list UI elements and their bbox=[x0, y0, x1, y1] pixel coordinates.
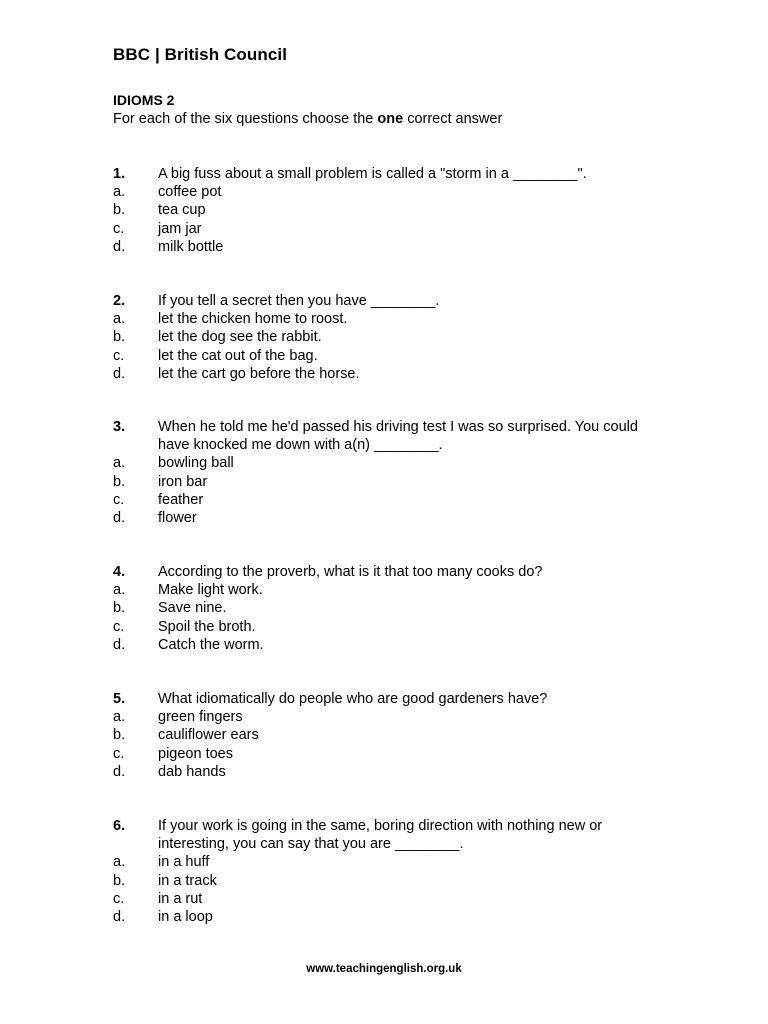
option-letter: a. bbox=[113, 311, 126, 328]
option-text: in a rut bbox=[158, 890, 203, 907]
option-text: Catch the worm. bbox=[158, 636, 264, 653]
option-letter: b. bbox=[113, 202, 126, 219]
question-3 bbox=[113, 418, 653, 527]
answer-option[interactable] bbox=[113, 509, 653, 527]
option-text: let the chicken home to roost. bbox=[158, 311, 348, 328]
answer-option[interactable] bbox=[113, 365, 653, 383]
option-text: in a huff bbox=[158, 854, 210, 871]
answer-option[interactable] bbox=[113, 908, 653, 926]
option-text: tea cup bbox=[158, 202, 206, 219]
answer-option[interactable] bbox=[113, 853, 653, 871]
answer-option[interactable] bbox=[113, 183, 653, 201]
option-letter: d. bbox=[113, 365, 126, 382]
question-number: 4. bbox=[113, 564, 126, 580]
option-text: Spoil the broth. bbox=[158, 618, 256, 635]
answer-option[interactable] bbox=[113, 872, 653, 890]
answer-option[interactable] bbox=[113, 636, 653, 654]
option-letter: a. bbox=[113, 854, 126, 871]
option-text: bowling ball bbox=[158, 455, 234, 472]
worksheet-instructions bbox=[113, 111, 502, 127]
question-number: 1. bbox=[113, 166, 126, 182]
option-letter: c. bbox=[113, 347, 125, 364]
page-header: BBC | British Council bbox=[113, 45, 288, 64]
answer-option[interactable] bbox=[113, 726, 653, 744]
question-4 bbox=[113, 563, 653, 654]
option-letter: a. bbox=[113, 184, 126, 201]
question-stem bbox=[113, 690, 653, 708]
question-stem bbox=[113, 563, 653, 581]
option-letter: d. bbox=[113, 763, 126, 780]
option-text: Save nine. bbox=[158, 600, 227, 617]
question-text: A big fuss about a small problem is called a "storm in a ________". bbox=[158, 166, 587, 182]
option-text: let the cart go before the horse. bbox=[158, 365, 360, 382]
answer-option[interactable] bbox=[113, 763, 653, 781]
question-text: According to the proverb, what is it that too many cooks do? bbox=[158, 564, 543, 580]
option-text: let the dog see the rabbit. bbox=[158, 329, 322, 346]
question-number: 6. bbox=[113, 818, 126, 834]
question-text: What idiomatically do people who are good gardeners have? bbox=[158, 691, 548, 707]
option-letter: d. bbox=[113, 909, 126, 926]
option-letter: b. bbox=[113, 473, 126, 490]
worksheet-title: IDIOMS 2 bbox=[113, 92, 175, 108]
option-text: feather bbox=[158, 491, 204, 508]
question-stem bbox=[113, 817, 653, 853]
answer-option[interactable] bbox=[113, 310, 653, 328]
answer-option[interactable] bbox=[113, 745, 653, 763]
option-letter: d. bbox=[113, 510, 126, 527]
option-text: dab hands bbox=[158, 763, 226, 780]
option-letter: d. bbox=[113, 636, 126, 653]
question-number: 2. bbox=[113, 293, 126, 309]
question-stem bbox=[113, 292, 653, 310]
answer-option[interactable] bbox=[113, 491, 653, 509]
answer-option[interactable] bbox=[113, 473, 653, 491]
option-letter: b. bbox=[113, 727, 126, 744]
question-stem bbox=[113, 418, 653, 454]
question-2 bbox=[113, 292, 653, 383]
option-text: green fingers bbox=[158, 709, 243, 726]
answer-option[interactable] bbox=[113, 618, 653, 636]
question-number: 3. bbox=[113, 419, 126, 435]
question-stem bbox=[113, 165, 653, 183]
footer-url[interactable]: www.teachingenglish.org.uk bbox=[306, 963, 462, 975]
option-text: coffee pot bbox=[158, 184, 222, 201]
instructions-text-start: For each of the six questions choose the bbox=[113, 111, 378, 127]
question-text: When he told me he'd passed his driving test I was so surprised. You could have knocked me down with a(n) ________. bbox=[158, 419, 638, 454]
option-text: in a loop bbox=[158, 909, 213, 926]
option-letter: b. bbox=[113, 872, 126, 889]
question-6 bbox=[113, 817, 653, 926]
option-letter: b. bbox=[113, 600, 126, 617]
option-text: Make light work. bbox=[158, 582, 263, 599]
instructions-text-end: correct answer bbox=[403, 111, 503, 127]
answer-option[interactable] bbox=[113, 890, 653, 908]
option-letter: c. bbox=[113, 220, 125, 237]
answer-option[interactable] bbox=[113, 599, 653, 617]
answer-option[interactable] bbox=[113, 581, 653, 599]
option-letter: c. bbox=[113, 745, 125, 762]
question-text: If your work is going in the same, boring direction with nothing new or interesting, you can say that you are ________. bbox=[158, 818, 603, 853]
option-letter: c. bbox=[113, 890, 125, 907]
answer-option[interactable] bbox=[113, 454, 653, 472]
option-text: milk bottle bbox=[158, 238, 224, 255]
answer-option[interactable] bbox=[113, 220, 653, 238]
option-letter: a. bbox=[113, 455, 126, 472]
answer-option[interactable] bbox=[113, 201, 653, 219]
answer-option[interactable] bbox=[113, 328, 653, 346]
answer-option[interactable] bbox=[113, 708, 653, 726]
option-letter: a. bbox=[113, 582, 126, 599]
option-letter: d. bbox=[113, 238, 126, 255]
option-text: jam jar bbox=[158, 220, 202, 237]
option-text: let the cat out of the bag. bbox=[158, 347, 318, 364]
question-5 bbox=[113, 690, 653, 781]
answer-option[interactable] bbox=[113, 238, 653, 256]
option-letter: a. bbox=[113, 709, 126, 726]
option-text: pigeon toes bbox=[158, 745, 233, 762]
option-text: in a track bbox=[158, 872, 217, 889]
instructions-emphasis: one bbox=[377, 111, 404, 127]
option-text: flower bbox=[158, 510, 197, 527]
option-letter: c. bbox=[113, 618, 125, 635]
question-number: 5. bbox=[113, 691, 126, 707]
option-text: iron bar bbox=[158, 473, 208, 490]
answer-option[interactable] bbox=[113, 347, 653, 365]
option-letter: b. bbox=[113, 329, 126, 346]
option-text: cauliflower ears bbox=[158, 727, 259, 744]
option-letter: c. bbox=[113, 491, 125, 508]
question-text: If you tell a secret then you have ________. bbox=[158, 293, 440, 309]
question-1 bbox=[113, 165, 653, 256]
